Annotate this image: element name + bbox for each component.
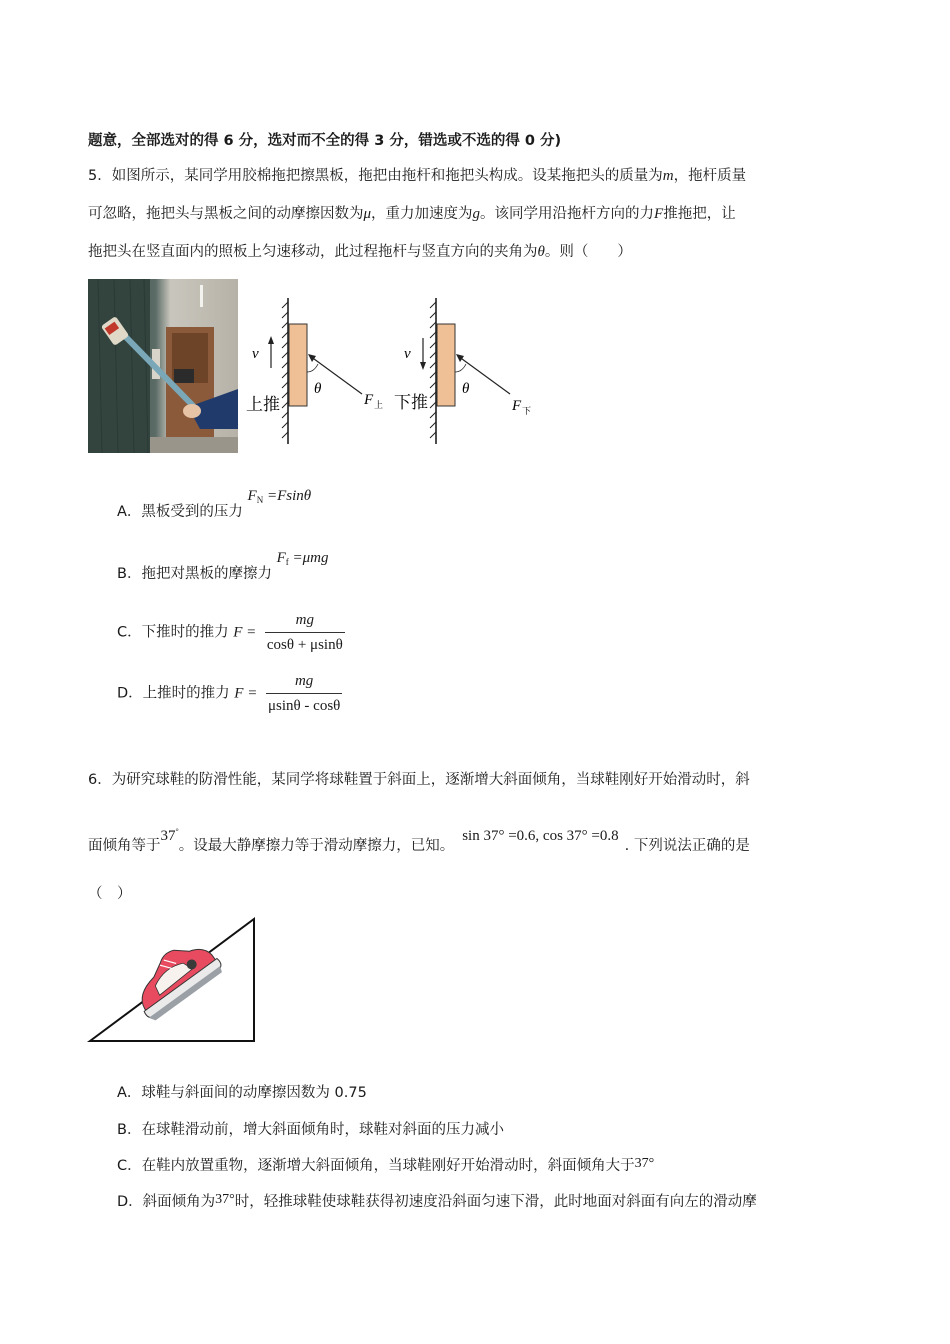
var-mu: μ xyxy=(363,206,372,222)
push-down-label: 下推 xyxy=(394,393,428,412)
q6-stem-line2: 面倾角等于37°。设最大静摩擦力等于滑动摩擦力，已知。sin 37° =0.6, cos 37° =0.8. 下列说法正确的是 xyxy=(88,827,750,854)
force-sub-down: 下 xyxy=(522,406,532,416)
force-label-down: F xyxy=(512,398,522,414)
diagram-push-down xyxy=(392,292,542,452)
q5-stem-line2: 可忽略，拖把头与黑板之间的动摩擦因数为μ，重力加速度为g。该同学用沿拖杆方向的力F推拖把，让 xyxy=(88,206,736,222)
force-sub-up: 上 xyxy=(374,400,384,410)
q5-stem-line3: 拖把头在竖直面内的照板上匀速移动，此过程拖杆与竖直方向的夹角为θ。则（ ） xyxy=(88,244,632,260)
var-g: g xyxy=(472,206,481,222)
push-up-label: 上推 xyxy=(246,395,280,414)
q6-option-a[interactable]: A．球鞋与斜面间的动摩擦因数为 0.75 xyxy=(117,1085,367,1101)
q6-option-d[interactable]: D．斜面倾角为37°时，轻推球鞋使球鞋获得初速度沿斜面匀速下滑，此时地面对斜面有向左的滑动摩 xyxy=(117,1192,757,1210)
q6-option-b[interactable]: B．在球鞋滑动前，增大斜面倾角时，球鞋对斜面的压力减小 xyxy=(117,1122,504,1138)
var-m: m xyxy=(662,168,674,184)
diagram-push-up xyxy=(244,292,394,452)
q5-option-a[interactable]: A．黑板受到的压力 $F_N =Fsin\theta$ xyxy=(117,488,312,520)
q6-option-c[interactable]: C．在鞋内放置重物，逐渐增大斜面倾角，当球鞋刚好开始滑动时，斜面倾角大于37° xyxy=(117,1156,655,1174)
velocity-label-up: v xyxy=(252,346,259,362)
given-trig-values: sin 37° =0.6, cos 37° =0.8 xyxy=(462,828,619,844)
section-instruction: 题意，全部选对的得 6 分，选对而不全的得 3 分，错选或不选的得 0 分) xyxy=(88,133,562,149)
var-theta: θ xyxy=(537,244,545,260)
theta-label-up: θ xyxy=(314,381,322,397)
q5-option-b[interactable]: B．拖把对黑板的摩擦力 $F_f =\mu mg$ xyxy=(117,550,329,582)
incline-shoe-figure xyxy=(86,914,261,1046)
q6-stem-line1: 6．为研究球鞋的防滑性能，某同学将球鞋置于斜面上，逐渐增大斜面倾角，当球鞋刚好开始滑动时，斜 xyxy=(88,772,750,788)
q5-stem-line1: 5．如图所示，某同学用胶棉拖把擦黑板，拖把由拖杆和拖把头构成。设某拖把头的质量为m，拖杆质量 xyxy=(88,168,747,184)
q5-option-d[interactable]: D．上推时的推力 F = $\frac{mg}{\mu\sin\theta - \cos\theta}$ xyxy=(117,673,341,714)
theta-label-down: θ xyxy=(462,381,470,397)
force-label-up: F xyxy=(364,392,374,408)
q6-stem-line3: （ ） xyxy=(88,886,132,902)
velocity-label-down: v xyxy=(404,346,411,362)
var-F: F xyxy=(654,206,664,222)
q5-option-c[interactable]: C．下推时的推力 F = $\frac{mg}{\cos\theta + \mu\sin\theta}$ xyxy=(117,612,343,653)
mop-photo xyxy=(88,279,238,453)
